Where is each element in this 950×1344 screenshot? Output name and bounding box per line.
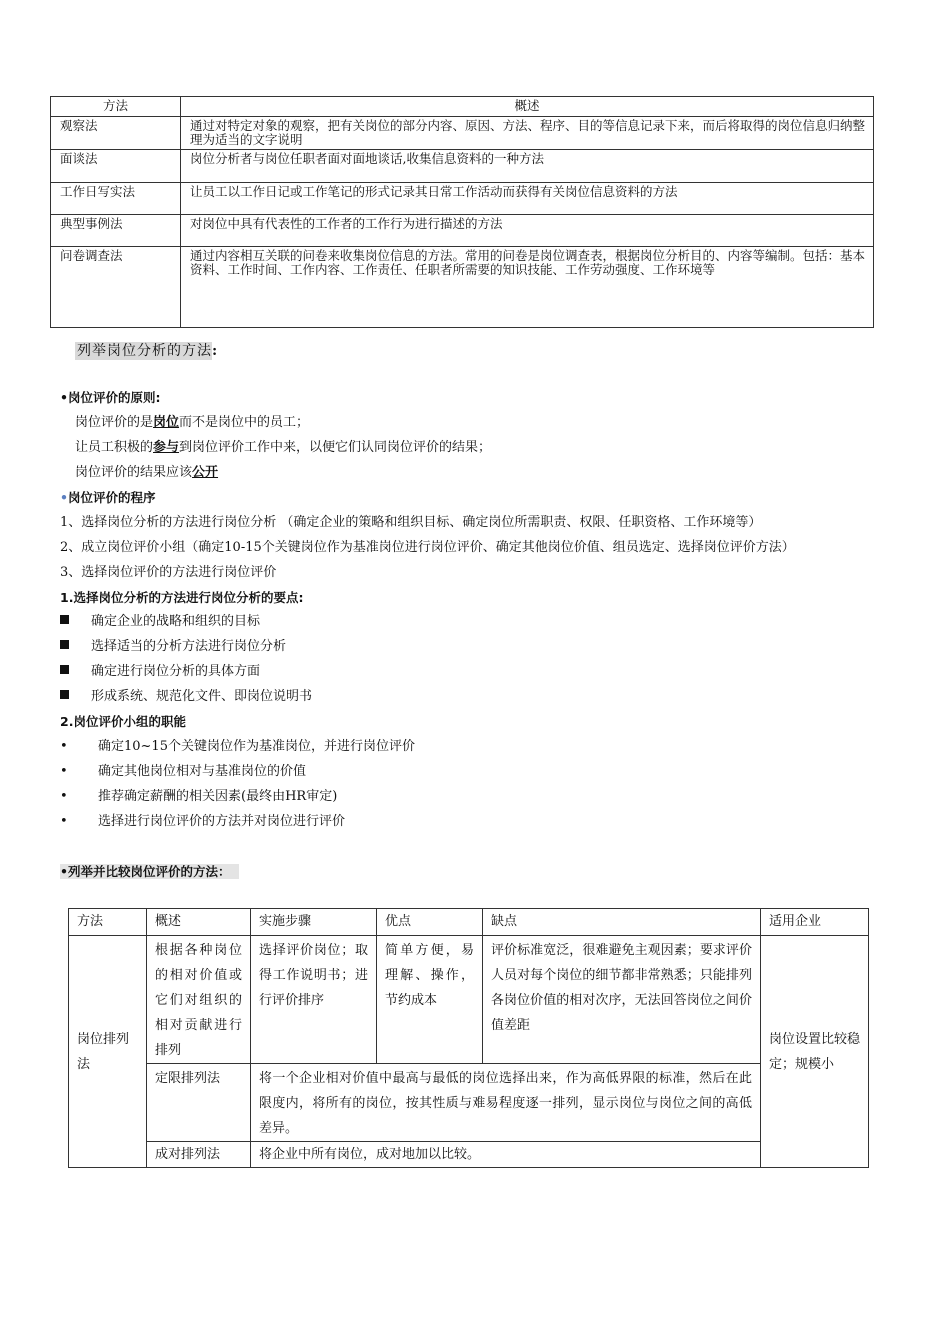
table-row xyxy=(69,936,869,1064)
table-row xyxy=(69,1064,869,1142)
table-row xyxy=(69,1142,869,1168)
principle-line xyxy=(75,464,218,482)
bullet-dot-icon: • xyxy=(60,789,68,804)
list-item xyxy=(60,813,345,831)
table-row xyxy=(51,183,874,215)
principle-keyword: 岗位 xyxy=(153,415,180,430)
list-item-text: 确定进行岗位分析的具体方面 xyxy=(91,664,261,679)
method-desc: 对岗位中具有代表性的工作者的工作行为进行描述的方法 xyxy=(181,215,874,247)
procedure-step: 3、选择岗位评价的方法进行岗位评价 xyxy=(60,565,277,580)
principle-line xyxy=(75,414,309,432)
compare-heading-text: •列举并比较岗位评价的方法： xyxy=(60,864,239,879)
compare-heading xyxy=(60,863,239,881)
header-cons: 缺点 xyxy=(483,909,761,936)
section2-title: 2.岗位评价小组的职能 xyxy=(60,714,186,729)
header-method: 方法 xyxy=(69,909,147,936)
section1-title: 1.选择岗位分析的方法进行岗位分析的要点: xyxy=(60,590,304,605)
bullet-dot-icon: • xyxy=(60,814,68,829)
list-methods-heading-colon: : xyxy=(212,343,219,359)
procedure-bullet: • xyxy=(60,490,68,505)
method-name: 岗位排列法 xyxy=(69,936,147,1168)
header-overview: 概述 xyxy=(181,97,874,117)
method-desc: 岗位分析者与岗位任职者面对面地谈话,收集信息资料的一种方法 xyxy=(181,150,874,183)
list-item-text: 推荐确定薪酬的相关因素(最终由HR审定) xyxy=(98,789,338,804)
table-row xyxy=(51,150,874,183)
square-bullet-icon xyxy=(60,640,69,649)
list-methods-heading xyxy=(75,340,218,360)
principle-text: 岗位评价的是 xyxy=(75,415,154,430)
list-item xyxy=(60,663,260,681)
principles-title-text: •岗位评价的原则 xyxy=(60,390,156,405)
method-desc: 通过对特定对象的观察，把有关岗位的部分内容、原因、方法、程序、目的等信息记录下来，而后将取得的岗位信息归纳整理为适当的文字说明 xyxy=(181,117,874,150)
sub-method-name: 成对排列法 xyxy=(147,1142,251,1168)
principle-keyword: 参与 xyxy=(153,440,180,455)
table-row xyxy=(51,247,874,328)
sub-method-desc: 将一个企业相对价值中最高与最低的岗位选择出来，作为高低界限的标准，然后在此限度内，将所有的岗位，按其性质与难易程度逐一排列，显示岗位与岗位之间的高低差异。 xyxy=(251,1064,761,1142)
sub-method-desc: 将企业中所有岗位，成对地加以比较。 xyxy=(251,1142,761,1168)
principle-text: 岗位评价的结果应该 xyxy=(75,465,193,480)
principles-title-colon: : xyxy=(155,390,161,405)
method-desc: 让员工以工作日记或工作笔记的形式记录其日常工作活动而获得有关岗位信息资料的方法 xyxy=(181,183,874,215)
principle-text: 到岗位评价工作中来，以便它们认同岗位评价的结果； xyxy=(179,440,492,455)
cons-cell: 评价标准宽泛，很难避免主观因素；要求评价人员对每个岗位的细节都非常熟悉；只能排列各岗位价值的相对次序，无法回答岗位之间价值差距 xyxy=(483,936,761,1064)
table-row xyxy=(51,215,874,247)
procedure-title xyxy=(60,489,156,507)
principle-line xyxy=(75,439,491,457)
method-table xyxy=(50,96,874,328)
header-method: 方法 xyxy=(51,97,181,117)
principle-text: 让员工积极的 xyxy=(75,440,154,455)
list-item-text: 确定10~15个关键岗位作为基准岗位，并进行岗位评价 xyxy=(98,739,415,754)
evaluation-table-header xyxy=(69,909,869,936)
list-item-text: 确定企业的战略和组织的目标 xyxy=(91,614,261,629)
table-row xyxy=(51,117,874,150)
header-pros: 优点 xyxy=(377,909,483,936)
list-item-text: 选择进行岗位评价的方法并对岗位进行评价 xyxy=(98,814,346,829)
bullet-dot-icon: • xyxy=(60,764,68,779)
method-desc: 通过内容相互关联的问卷来收集岗位信息的方法。常用的问卷是岗位调查表，根据岗位分析目的、内容等编制。包括：基本资料、工作时间、工作内容、工作责任、任职者所需要的知识技能、工作劳动强度、工作环境等 xyxy=(181,247,874,328)
square-bullet-icon xyxy=(60,615,69,624)
bullet-dot-icon: • xyxy=(60,739,68,754)
list-item xyxy=(60,788,337,806)
evaluation-table xyxy=(68,908,869,1168)
list-item-text: 选择适当的分析方法进行岗位分析 xyxy=(91,639,287,654)
list-item xyxy=(60,688,312,706)
principle-text: 而不是岗位中的员工； xyxy=(179,415,310,430)
header-suitable: 适用企业 xyxy=(761,909,869,936)
list-item-text: 确定其他岗位相对与基准岗位的价值 xyxy=(98,764,307,779)
list-item-text: 形成系统、规范化文件、即岗位说明书 xyxy=(91,689,313,704)
pros-cell: 简单方便，易理解、操作，节约成本 xyxy=(377,936,483,1064)
method-name: 工作日写实法 xyxy=(51,183,181,215)
procedure-step: 1、选择岗位分析的方法进行岗位分析 （确定企业的策略和组织目标、确定岗位所需职责、权限、任职资格、工作环境等） xyxy=(60,515,762,530)
method-name: 问卷调查法 xyxy=(51,247,181,328)
list-item xyxy=(60,613,260,631)
principles-title xyxy=(60,389,161,407)
principle-keyword: 公开 xyxy=(192,465,219,480)
procedure-title-text: 岗位评价的程序 xyxy=(68,490,156,505)
list-item xyxy=(60,638,286,656)
method-table-header xyxy=(51,97,874,117)
sub-method-name: 定限排列法 xyxy=(147,1064,251,1142)
header-steps: 实施步骤 xyxy=(251,909,377,936)
list-item xyxy=(60,763,306,781)
procedure-step: 2、成立岗位评价小组（确定10-15个关键岗位作为基准岗位进行岗位评价、确定其他岗位价值、组员选定、选择岗位评价方法） xyxy=(60,540,795,555)
method-name: 观察法 xyxy=(51,117,181,150)
suitable-cell: 岗位设置比较稳定；规模小 xyxy=(761,936,869,1168)
steps-cell: 选择评价岗位；取得工作说明书；进行评价排序 xyxy=(251,936,377,1064)
overview-cell: 根据各种岗位的相对价值或它们对组织的相对贡献进行排列 xyxy=(147,936,251,1064)
list-item xyxy=(60,738,415,756)
method-name: 典型事例法 xyxy=(51,215,181,247)
square-bullet-icon xyxy=(60,690,69,699)
square-bullet-icon xyxy=(60,665,69,674)
list-methods-heading-text: 列举岗位分析的方法 xyxy=(77,343,212,359)
method-name: 面谈法 xyxy=(51,150,181,183)
header-overview: 概述 xyxy=(147,909,251,936)
